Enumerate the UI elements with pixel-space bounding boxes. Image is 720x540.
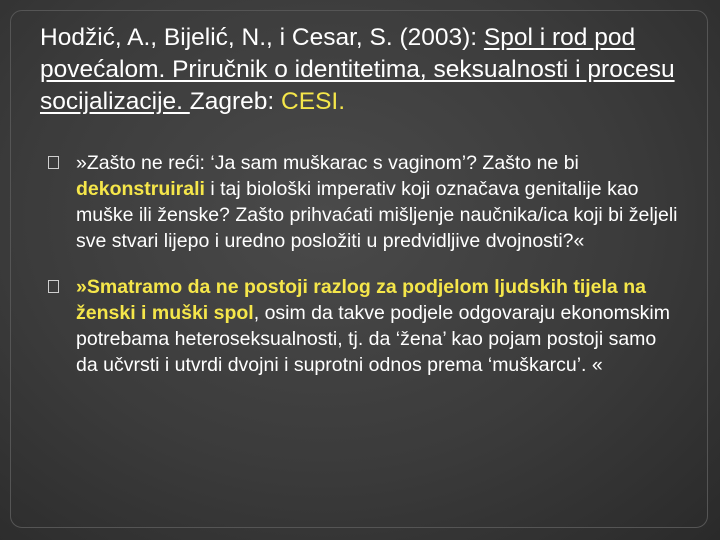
bullet-item <box>48 150 678 254</box>
bullet-item <box>48 274 678 378</box>
bullet-1-part2: i taj biološki imperativ koji označava genitalije kao muške ili ženske? Zašto prihvaćati mišljenje naučnika/ica koji bi željeli sve stvari lijepo i uredno posložiti u predvidljive dvojnosti?« <box>76 178 678 252</box>
slide-title <box>40 22 700 118</box>
square-bullet-icon <box>48 280 59 293</box>
bullet-2-part2: , osim da takve podjele odgovaraju ekonomskim potrebama heteroseksualnosti, tj. da ‘žena’ kao pojam postoji samo da učvrsti i utvrdi dvojni i suprotni odnos prema ‘muškarcu’. « <box>76 302 670 376</box>
bullet-list <box>48 150 678 378</box>
title-book: Spol i rod pod povećalom. Priručnik o identitetima, seksualnosti i procesu socijalizacije. <box>40 24 675 115</box>
bullet-2-highlight: »Smatramo da ne postoji razlog za podjelom ljudskih tijela na ženski i muški spol <box>76 276 646 324</box>
title-authors: Hodžić, A., Bijelić, N., i Cesar, S. (2003): <box>40 24 484 51</box>
bullet-1-highlight: dekonstruirali <box>76 178 205 200</box>
bullet-1-part1: »Zašto ne reći: ‘Ja sam muškarac s vaginom’? Zašto ne bi <box>76 152 579 174</box>
title-place: Zagreb: <box>189 88 282 115</box>
bullet-text-2 <box>76 276 670 376</box>
bullet-text-1 <box>76 152 678 252</box>
square-bullet-icon <box>48 156 59 169</box>
title-publisher: CESI. <box>281 88 346 115</box>
